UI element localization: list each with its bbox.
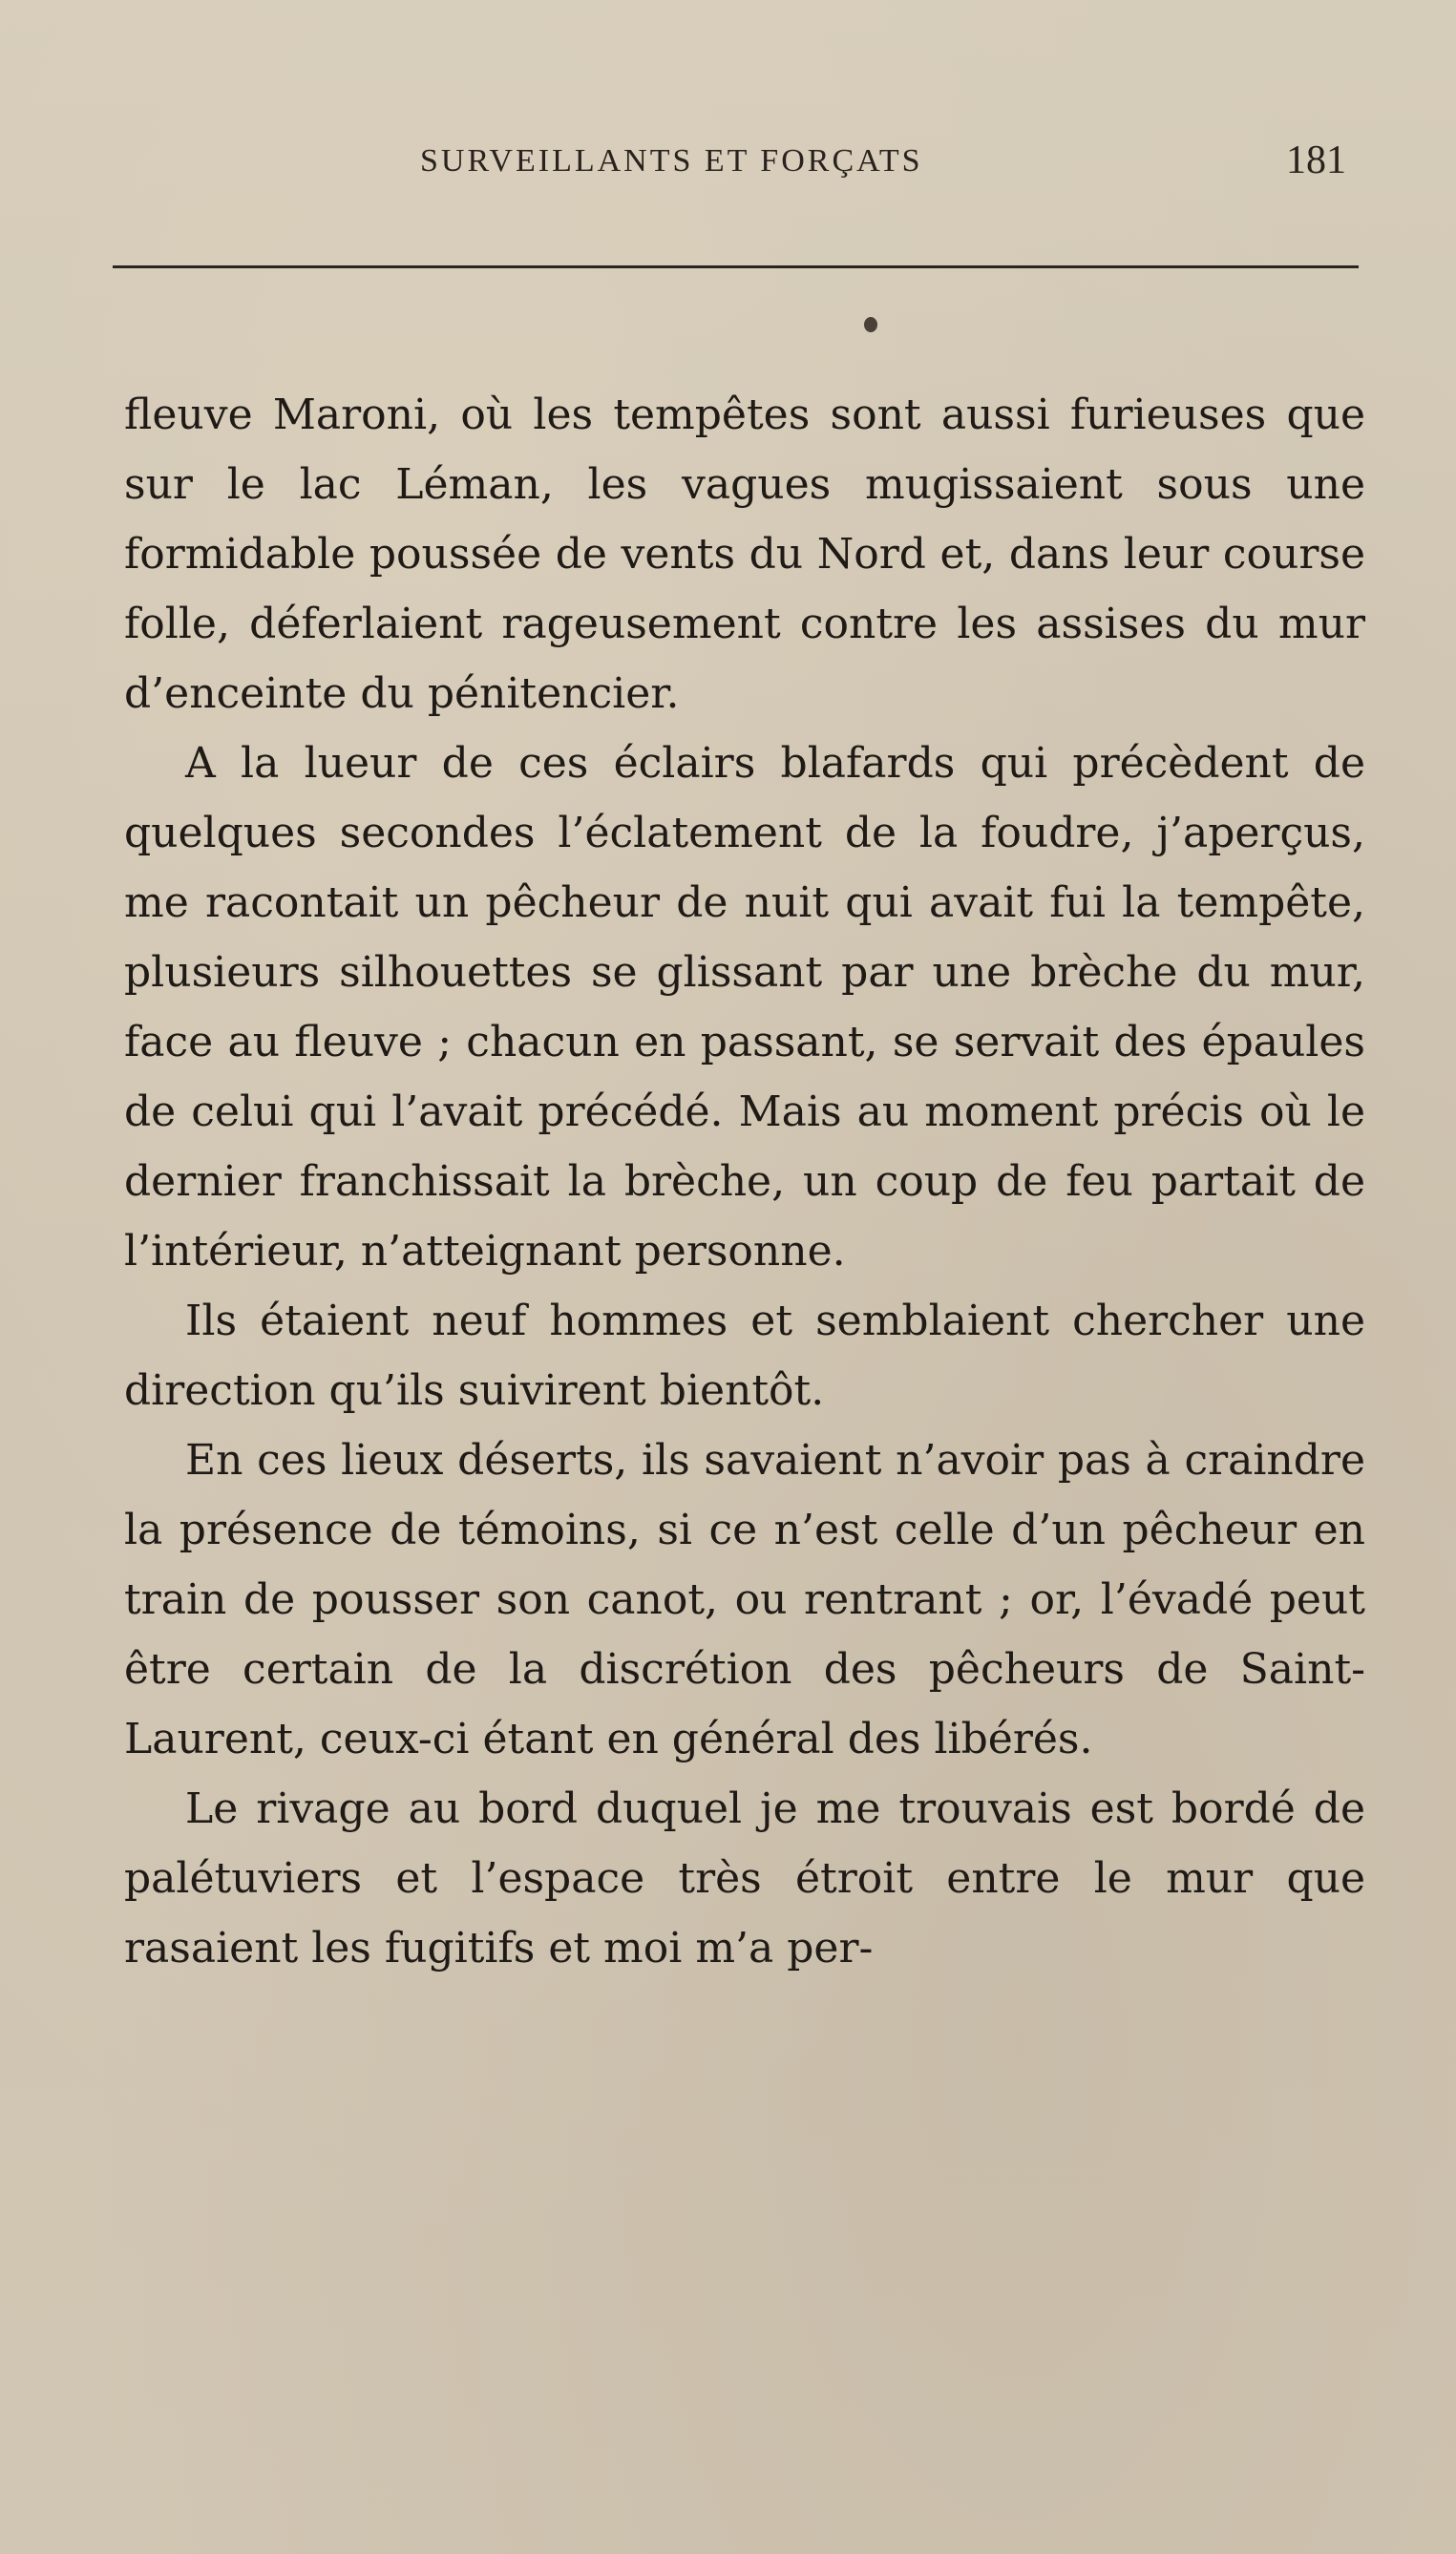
header-rule [113, 265, 1359, 268]
body-text [124, 380, 1365, 1983]
running-head [124, 138, 1356, 201]
paragraph: En ces lieux déserts, ils savaient n’avoir pas à craindre la présence de témoins, si ce n’est celle d’un pêcheur en train de pousser son canot, ou rentrant ; or, l’évadé peut être certain de la discrétion des pêcheurs de Saint-Laurent, ceux-ci étant en général des libérés. [124, 1436, 1365, 1763]
paragraph: Ils étaient neuf hommes et semblaient chercher une direction qu’ils suivirent bientôt. [124, 1297, 1365, 1415]
paragraph: A la lueur de ces éclairs blafards qui précèdent de quelques secondes l’éclatement de la foudre, j’aperçus, me racontait un pêcheur de nuit qui avait fui la tempête, plusieurs silhouettes se glissant par une brèche du mur, face au fleuve ; chacun en passant, se servait des épaules de celui qui l’avait précédé. Mais au moment précis où le dernier franchissait la brèche, un coup de feu partait de l’intérieur, n’atteignant personne. [124, 739, 1365, 1276]
ink-spot [864, 317, 877, 332]
paragraph: fleuve Maroni, où les tempêtes sont aussi furieuses que sur le lac Léman, les vagues mugissaient sous une formidable poussée de vents du Nord et, dans leur course folle, déferlaient rageusement contre les assises du mur d’enceinte du pénitencier. [124, 390, 1365, 718]
paragraph: Le rivage au bord duquel je me trouvais est bordé de palétuviers et l’espace très étroit entre le mur que rasaient les fugitifs et moi m’a per- [124, 1784, 1365, 1973]
running-title: SURVEILLANTS ET FORÇATS [420, 143, 923, 179]
page-number: 181 [1286, 138, 1346, 182]
